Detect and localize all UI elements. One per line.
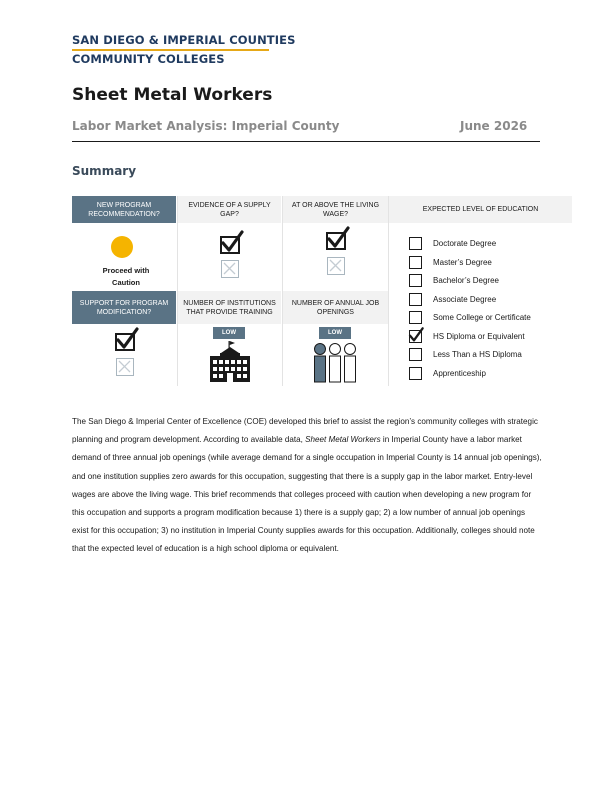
brand-divider <box>72 49 269 51</box>
brand-line-2: COMMUNITY COLLEGES <box>72 51 225 66</box>
x-mark-icon <box>117 359 132 374</box>
institutions-header: NUMBER OF INSTITUTIONS THAT PROVIDE TRAINING <box>178 291 281 324</box>
support-header: SUPPORT FOR PROGRAM MODIFICATION? <box>72 291 176 324</box>
x-mark-icon <box>328 258 343 273</box>
page-title: Sheet Metal Workers <box>72 85 273 105</box>
checkmark-icon <box>220 230 244 254</box>
report-date: June 2026 <box>460 119 528 133</box>
education-level-label: Some College or Certificate <box>433 313 531 322</box>
education-header: EXPECTED LEVEL OF EDUCATION <box>389 196 572 223</box>
living-wage-header: AT OR ABOVE THE LIVING WAGE? <box>283 196 388 223</box>
recommendation-line-1: Proceed with <box>102 266 150 275</box>
brand-logo <box>72 33 295 67</box>
education-level-label: Bachelor’s Degree <box>433 276 499 285</box>
education-checkbox <box>409 293 422 306</box>
paragraph-text-2: in Imperial County have a labor market demand of three annual job openings (while average demand for a single occupation in Imperial County is 14 annual job openings), and one institution supplies zero awards for this occupation, suggesting that there is a supply gap in the labor market. Entry-level wages are above the living wage. This brief recommends that colleges proceed with caution when developing a new program for this occupation and supports a program modification because 1) there is a supply gap; 2) a low number of annual job openings exist for this occupation; 3) no institution in Imperial County supplies awards for this occupation. Additionally, colleges should note that the expected level of education is a high school diploma or equivalent. <box>72 435 542 554</box>
checkmark-icon <box>115 327 139 351</box>
living-wage-no-box <box>327 257 345 275</box>
education-checkbox-checked <box>409 330 422 343</box>
education-level-label: Master’s Degree <box>433 257 492 267</box>
education-checkbox <box>409 256 422 269</box>
institutions-level-badge: LOW <box>213 327 245 339</box>
summary-paragraph <box>72 413 542 559</box>
checkmark-icon <box>408 327 424 343</box>
education-checkbox <box>409 274 422 287</box>
education-checkbox <box>409 348 422 361</box>
paragraph-occupation-italic: Sheet Metal Workers <box>305 435 381 445</box>
education-checkbox <box>409 311 422 324</box>
education-level-label: HS Diploma or Equivalent <box>433 331 525 341</box>
supply-gap-no-box <box>221 260 239 278</box>
checkmark-icon <box>326 226 350 250</box>
education-checkbox <box>409 237 422 250</box>
supply-gap-yes-checkbox <box>220 236 240 254</box>
job-openings-people-icon <box>313 343 357 383</box>
recommendation-indicator <box>111 236 133 258</box>
supply-gap-header: EVIDENCE OF A SUPPLY GAP? <box>178 196 281 223</box>
page-subtitle: Labor Market Analysis: Imperial County <box>72 119 340 133</box>
living-wage-yes-checkbox <box>326 232 346 250</box>
recommendation-text <box>86 265 166 289</box>
education-checkbox <box>409 367 422 380</box>
grid-divider <box>388 196 389 386</box>
openings-level-badge: LOW <box>319 327 351 339</box>
education-level-label: Doctorate Degree <box>433 239 497 248</box>
education-level-label: Apprenticeship <box>433 368 486 378</box>
brand-line-1: SAN DIEGO & IMPERIAL COUNTIES <box>72 33 296 47</box>
new-program-header: NEW PROGRAM RECOMMENDATION? <box>72 196 176 223</box>
title-divider <box>72 141 540 142</box>
x-mark-icon <box>222 261 237 276</box>
recommendation-line-2: Caution <box>112 278 140 287</box>
section-heading: Summary <box>72 164 137 178</box>
support-no-box <box>116 358 134 376</box>
openings-header: NUMBER OF ANNUAL JOB OPENINGS <box>283 291 388 324</box>
education-level-label: Associate Degree <box>433 294 497 304</box>
support-yes-checkbox <box>115 333 135 351</box>
education-level-label: Less Than a HS Diploma <box>433 350 522 359</box>
paragraph-text-1: The San Diego & Imperial Center of Excellence (COE) developed this brief to assist the region’s community colleges with strategic planning and program development. According to available data, <box>72 417 538 445</box>
school-building-icon <box>208 341 252 383</box>
